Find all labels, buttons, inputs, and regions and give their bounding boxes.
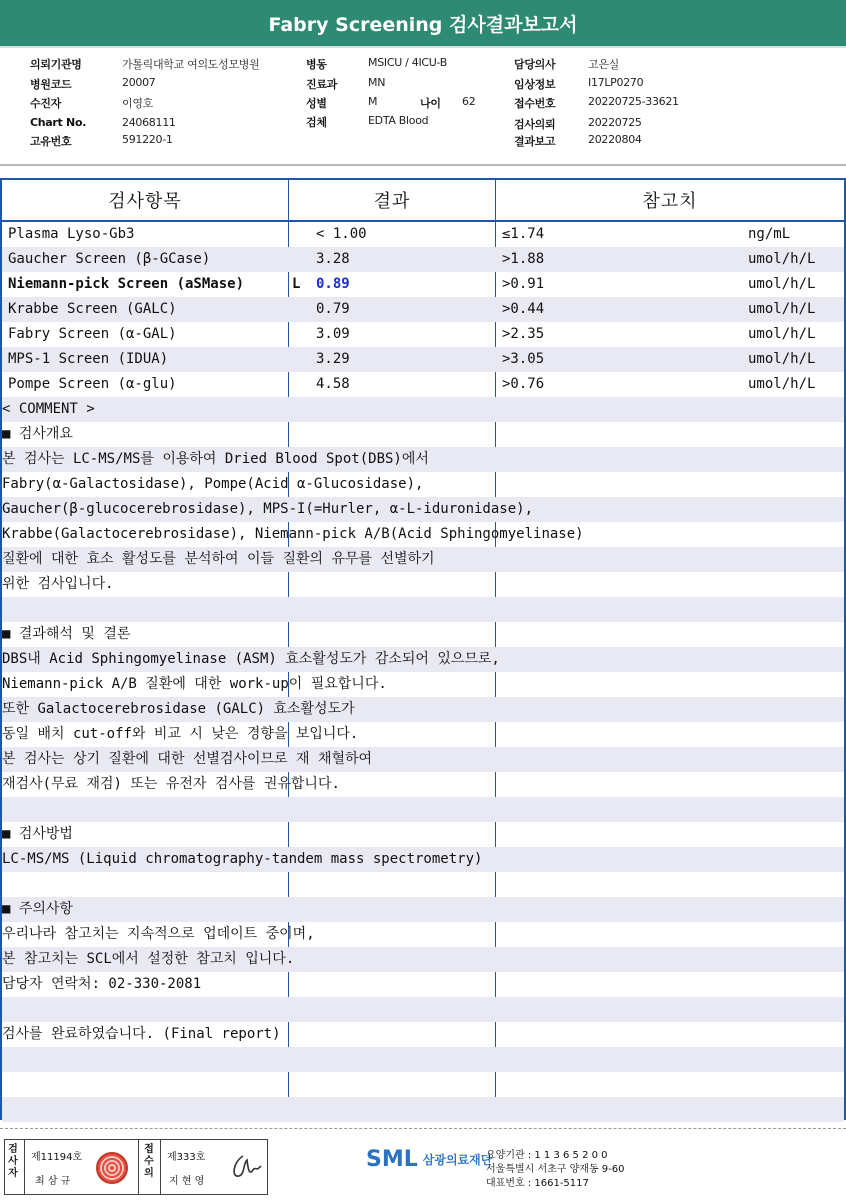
result-value: 0.79 [316, 301, 350, 317]
tester-license-no: 제11194호 [31, 1152, 83, 1163]
result-row [2, 297, 844, 322]
comment-line [2, 922, 844, 947]
comment-text: 본 검사는 LC-MS/MS를 이용하여 Dried Blood Spot(DBS)에서 [2, 451, 429, 467]
comment-line [2, 722, 844, 747]
signature-icon [229, 1152, 263, 1182]
reference-range: >0.76 [502, 376, 545, 392]
comment-text: Gaucher(β-glucocerebrosidase), MPS-I(=Hurler, α-L-iduronidase), [2, 501, 534, 517]
result-value: < 1.00 [316, 226, 367, 242]
reviewer-label-cell [139, 1140, 161, 1194]
comment-line [2, 1097, 844, 1122]
comment-line [2, 547, 844, 572]
test-name: Fabry Screen (α-GAL) [8, 326, 177, 342]
info-value: 가톨릭대학교 여의도성모병원 [122, 58, 260, 71]
results-table [0, 178, 846, 1120]
comment-line [2, 897, 844, 922]
comment-line [2, 947, 844, 972]
info-label: 임상정보 [514, 78, 556, 91]
result-unit: umol/h/L [748, 351, 816, 367]
reference-range: ≤1.74 [502, 226, 545, 242]
comment-text: LC-MS/MS (Liquid chromatography-tandem mass spectrometry) [2, 851, 483, 867]
organization-info [486, 1149, 625, 1191]
patient-info [0, 56, 846, 156]
info-label: 나이 [420, 97, 441, 110]
result-unit: umol/h/L [748, 301, 816, 317]
comment-text: ■ 검사방법 [2, 826, 73, 842]
info-value: 591220-1 [122, 133, 173, 146]
comment-line [2, 522, 844, 547]
info-value: 20220725 [588, 116, 642, 129]
info-label: 검체 [306, 116, 327, 129]
signature-box [4, 1139, 268, 1195]
comment-text: ■ 결과해석 및 결론 [2, 626, 131, 642]
comment-text: 위한 검사입니다. [2, 576, 114, 592]
reviewer-name: 지 현 영 [169, 1176, 205, 1187]
comment-text: 담당자 연락처: 02-330-2081 [2, 976, 202, 992]
comment-line [2, 747, 844, 772]
result-row [2, 222, 844, 247]
comment-text: 본 검사는 상기 질환에 대한 선별검사이므로 재 채혈하여 [2, 751, 373, 767]
header-reference: 참고치 [642, 191, 698, 212]
org-line: 서울특별시 서초구 양재동 9-60 [486, 1164, 625, 1175]
comment-line [2, 647, 844, 672]
result-flag: L [292, 276, 301, 292]
comment-text: 동일 배치 cut-off와 비교 시 낮은 경향을 보입니다. [2, 726, 359, 742]
report-title: Fabry Screening 검사결과보고서 [0, 0, 846, 48]
comment-line [2, 697, 844, 722]
tester-name: 최 삼 규 [35, 1176, 71, 1187]
reference-range: >0.44 [502, 301, 545, 317]
comment-line [2, 797, 844, 822]
info-label: 성별 [306, 97, 327, 110]
result-row [2, 347, 844, 372]
comment-line [2, 872, 844, 897]
reviewer-label: 접 수 의 [144, 1144, 154, 1179]
comment-line [2, 447, 844, 472]
result-unit: umol/h/L [748, 276, 816, 292]
comment-text: ■ 주의사항 [2, 901, 73, 917]
comment-line [2, 772, 844, 797]
comment-text: ■ 검사개요 [2, 426, 73, 442]
comment-line [2, 672, 844, 697]
info-value: MN [368, 76, 386, 89]
info-label: 진료과 [306, 78, 337, 91]
comment-line [2, 422, 844, 447]
reference-range: >1.88 [502, 251, 545, 267]
comment-text: Niemann-pick A/B 질환에 대한 work-up이 필요합니다. [2, 676, 387, 692]
info-value: 고은실 [588, 58, 619, 71]
comment-line [2, 847, 844, 872]
test-name: Gaucher Screen (β-GCase) [8, 251, 211, 267]
info-value: 20220804 [588, 133, 642, 146]
info-label: 검사의뢰 [514, 118, 556, 131]
info-label: 담당의사 [514, 58, 556, 71]
info-value: I17LP0270 [588, 76, 644, 89]
test-name: Krabbe Screen (GALC) [8, 301, 177, 317]
result-row [2, 247, 844, 272]
comment-text: Fabry(α-Galactosidase), Pompe(Acid α-Glucosidase), [2, 476, 424, 492]
comment-text: < COMMENT > [2, 401, 95, 417]
reference-range: >0.91 [502, 276, 545, 292]
result-unit: umol/h/L [748, 326, 816, 342]
comment-text: Krabbe(Galactocerebrosidase), Niemann-pick A/B(Acid Sphingomyelinase) [2, 526, 584, 542]
info-label: 의뢰기관명 [30, 58, 82, 71]
comment-line [2, 597, 844, 622]
result-row [2, 322, 844, 347]
info-value: 이영호 [122, 97, 153, 110]
info-value: M [368, 95, 378, 108]
reference-range: >2.35 [502, 326, 545, 342]
test-name: Niemann-pick Screen (aSMase) [8, 276, 245, 292]
comment-text: DBS내 Acid Sphingomyelinase (ASM) 효소활성도가 감소되어 있으므로, [2, 651, 500, 667]
comment-text: 본 참고치는 SCL에서 설정한 참고치 입니다. [2, 951, 295, 967]
org-line: 요양기관 : 1 1 3 6 5 2 0 0 [486, 1150, 608, 1161]
result-value: 0.89 [316, 276, 350, 292]
result-unit: umol/h/L [748, 251, 816, 267]
reference-range: >3.05 [502, 351, 545, 367]
test-name: MPS-1 Screen (IDUA) [8, 351, 169, 367]
info-label: 수진자 [30, 97, 61, 110]
comment-line [2, 622, 844, 647]
result-value: 3.09 [316, 326, 350, 342]
test-name: Plasma Lyso-Gb3 [8, 226, 135, 242]
header-result: 결과 [373, 191, 411, 212]
info-value: MSICU / 4ICU-B [368, 56, 448, 69]
comment-line [2, 822, 844, 847]
test-name: Pompe Screen (α-glu) [8, 376, 177, 392]
tester-label: 검 사 자 [8, 1144, 18, 1179]
comment-line [2, 1047, 844, 1072]
comment-line [2, 497, 844, 522]
comment-line [2, 972, 844, 997]
report-footer [0, 1128, 846, 1204]
result-row [2, 272, 844, 297]
info-label: Chart No. [30, 116, 87, 129]
divider [0, 164, 846, 166]
sml-logo [366, 1147, 492, 1172]
info-value: EDTA Blood [368, 114, 429, 127]
comment-line [2, 1022, 844, 1047]
comment-line [2, 397, 844, 422]
info-value: 20007 [122, 76, 156, 89]
org-line: 대표번호 : 1661-5117 [486, 1178, 589, 1189]
table-header [2, 180, 844, 222]
info-value: 24068111 [122, 116, 176, 129]
info-label: 병동 [306, 58, 327, 71]
comment-text: 질환에 대한 효소 활성도를 분석하여 이들 질환의 유무를 선별하기 [2, 551, 435, 567]
comment-text: 또한 Galactocerebrosidase (GALC) 효소활성도가 [2, 701, 355, 717]
comment-line [2, 997, 844, 1022]
comment-line [2, 472, 844, 497]
result-unit: umol/h/L [748, 376, 816, 392]
tester-cell [5, 1140, 139, 1194]
info-value: 20220725-33621 [588, 95, 679, 108]
logo-mark: SML [366, 1147, 418, 1172]
info-value: 62 [462, 95, 476, 108]
comment-text: 우리나라 참고치는 지속적으로 업데이트 중이며, [2, 926, 315, 942]
result-unit: ng/mL [748, 226, 791, 242]
result-value: 3.29 [316, 351, 350, 367]
logo-text: 삼광의료재단 [422, 1153, 493, 1167]
reviewer-license-no: 제333호 [167, 1152, 206, 1163]
info-label: 결과보고 [514, 135, 556, 148]
result-row [2, 372, 844, 397]
info-label: 병원코드 [30, 78, 72, 91]
header-test-item: 검사항목 [108, 191, 182, 212]
comment-line [2, 1072, 844, 1097]
comment-text: 재검사(무료 재검) 또는 유전자 검사를 권유합니다. [2, 776, 340, 792]
result-value: 3.28 [316, 251, 350, 267]
comment-line [2, 572, 844, 597]
info-label: 고유번호 [30, 135, 72, 148]
comment-text: 검사를 완료하였습니다. (Final report) [2, 1026, 281, 1042]
result-value: 4.58 [316, 376, 350, 392]
info-label: 접수번호 [514, 97, 556, 110]
